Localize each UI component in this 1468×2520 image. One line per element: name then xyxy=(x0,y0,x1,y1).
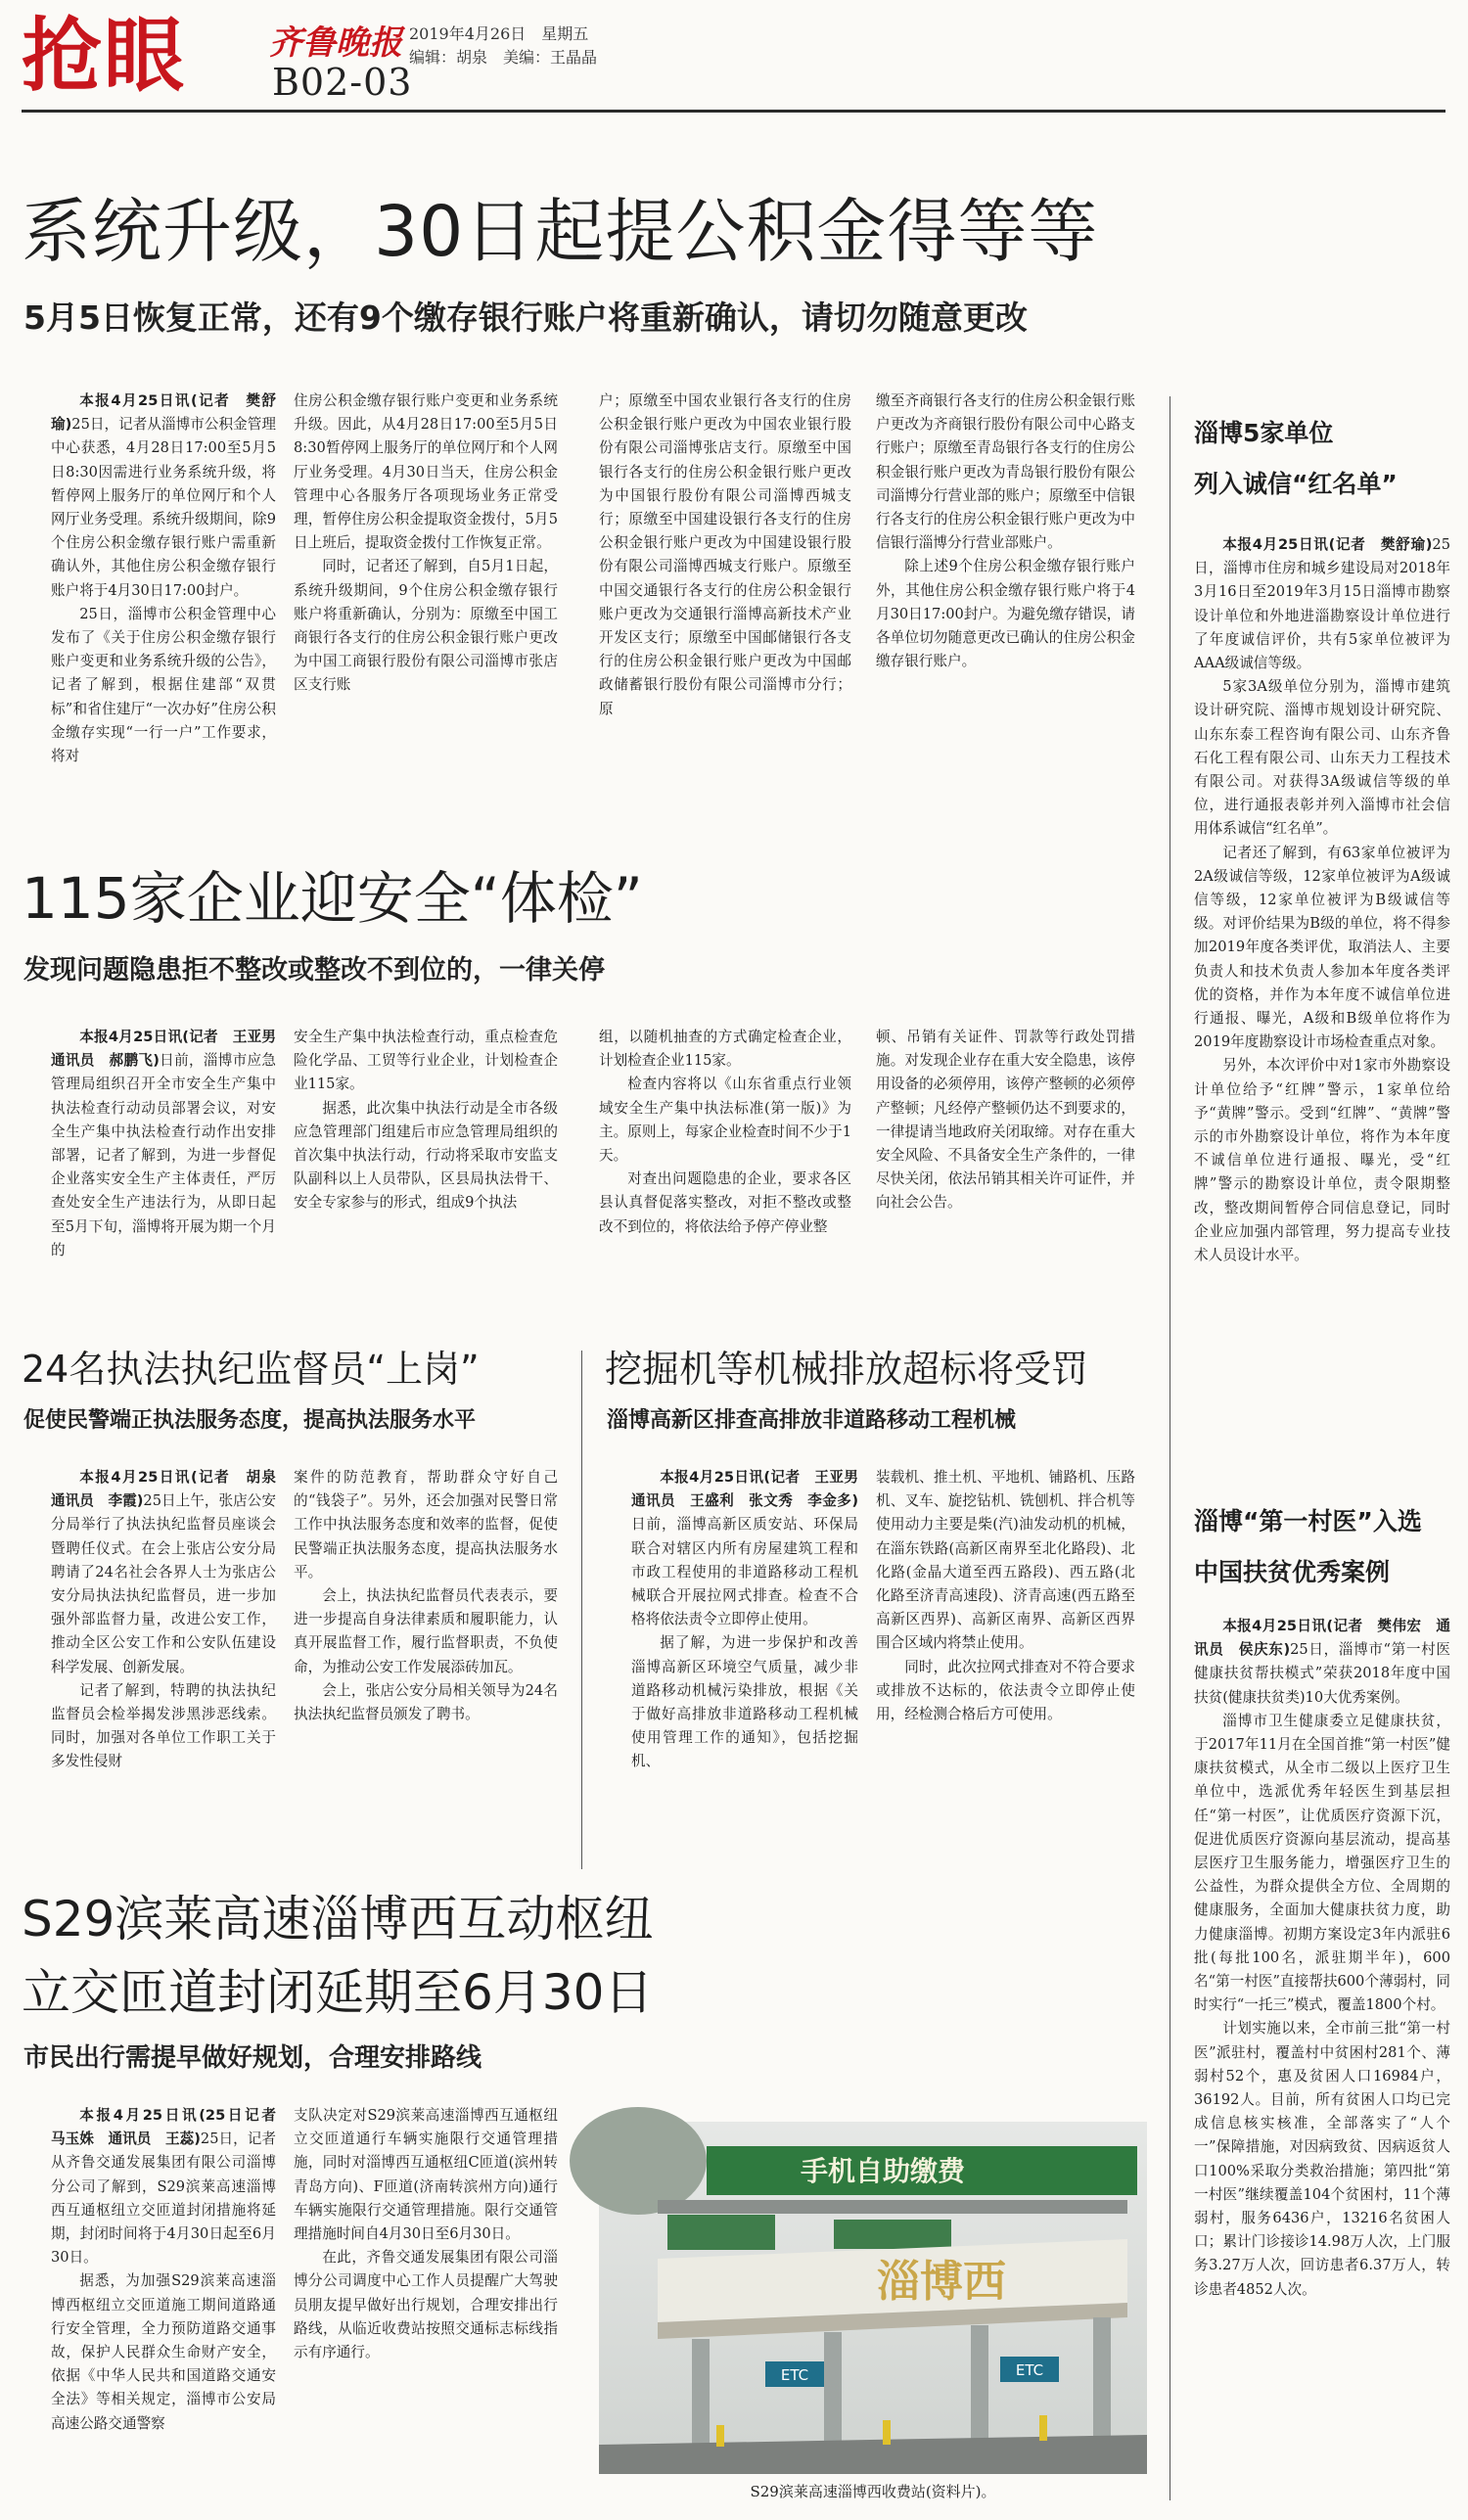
toll-station-photo xyxy=(599,2122,1147,2474)
section-title: 抢眼 xyxy=(22,10,187,103)
side1-headline-line1: 淄博5家单位 xyxy=(1194,419,1334,447)
article5-subtitle: 市民出行需提早做好规划，合理安排路线 xyxy=(23,2043,482,2073)
article2-text: 顿、吊销有关证件、罚款等行政处罚措施。对发现企业存在重大安全隐患，该停用设备的必须停用，该停产整顿的必须停产整顿；凡经停产整顿仍达不到要求的，一律提请当地政府关闭取缔。对存在重大安全风险、不具备安全生产条件的，一律尽快关闭，依法吊销其相关许可证件，并向社会公告。 xyxy=(876,1029,1135,1212)
article3-text: 记者了解到，特聘的执法执纪监督员会检举揭发涉黑涉恶线索。同时，加强对各单位工作职工关于多发性侵财 xyxy=(51,1681,276,1770)
article2-subtitle: 发现问题隐患拒不整改或整改不到位的，一律关停 xyxy=(23,955,605,985)
article1-subtitle: 5月5日恢复正常，还有9个缴存银行账户将重新确认，请切勿随意更改 xyxy=(23,298,1028,337)
article2-col-1 xyxy=(51,1026,291,1319)
article4-byline: 本报4月25日讯(记者 王亚男 通讯员 王盛利 张文秀 李金多) xyxy=(631,1469,873,1510)
article2-text: 据悉，此次集中执法行动是全市各级应急管理部门组建后市应急管理局组织的首次集中执法行动，行动将采取市安监支队副科以上人员带队，区县局执法骨干、安全专家参与的形式，组成9个执法 xyxy=(294,1099,558,1212)
article1-col-2 xyxy=(294,389,558,810)
side1-byline: 本报4月25日讯(记者 樊舒瑜) xyxy=(1222,536,1433,553)
toll-station-illustration xyxy=(599,2122,1147,2474)
paper-logo: 齐鲁晚报 xyxy=(269,23,402,63)
article3-text: 会上，张店公安分局相关领导为24名执法执纪监督员颁发了聘书。 xyxy=(294,1681,558,1723)
article1-byline: 本报4月25日讯(记者 樊舒瑜) xyxy=(51,392,276,434)
article5-headline-line2: 立交匝道封闭延期至6月30日 xyxy=(22,1964,654,2021)
side2-headline-line2: 中国扶贫优秀案例 xyxy=(1194,1558,1391,1586)
side2-headline-line1: 淄博“第一村医”入选 xyxy=(1194,1507,1422,1535)
article5-text: 在此，齐鲁交通发展集团有限公司淄博分公司调度中心工作人员提醒广大驾驶员朋友提早做好出行规划，合理安排出行路线，从临近收费站按照交通标志标线指示有序通行。 xyxy=(294,2249,558,2361)
side2-body xyxy=(1194,1615,1450,2505)
article5-text: 25日，记者从齐鲁交通发展集团有限公司淄博分公司了解到，S29滨莱高速淄博西互通枢纽立交匝道封闭措施将延期，封闭时间将于4月30日起至6月30日。 xyxy=(51,2131,276,2267)
side2-text: 25日，淄博市“第一村医健康扶贫帮扶模式”荣获2018年度中国扶贫(健康扶贫类)10大优秀案例。 xyxy=(1194,1641,1450,1706)
page-code: B02-03 xyxy=(272,61,413,104)
article1-text: 住房公积金缴存银行账户变更和业务系统升级。因此，从4月28日17:00至5月5日8:30暂停网上服务厅的单位网厅和个人网厅业务受理。4月30日当天，住房公积金管理中心各服务厅各项现场业务正常受理，暂停住房公积金提取资金拨付，5月5日上班后，提取资金拨付工作恢复正常。 xyxy=(294,392,558,552)
article4-headline: 挖掘机等机械排放超标将受罚 xyxy=(605,1348,1089,1391)
etc-lane-label: ETC xyxy=(1015,2361,1044,2379)
station-sign: 淄博西 xyxy=(877,2257,1006,2307)
article1-text: 户；原缴至中国农业银行各支行的住房公积金银行账户更改为中国农业银行股份有限公司淄博张店支行。原缴至中国银行各支行的住房公积金银行账户更改为中国银行股份有限公司淄博西城支行；原缴至中国建设银行各支行的住房公积金银行账户更改为中国建设银行股份有限公司淄博西城支行账户。原缴至中国交通银行各支行的住房公积金银行账户更改为交通银行淄博高新技术产业开发区支行；原缴至中国邮储银行各支行的住房公积金银行账户更改为中国邮政储蓄银行股份有限公司淄博市分行；原 xyxy=(599,392,851,717)
side1-text: 25日，淄博市住房和城乡建设局对2018年3月16日至2019年3月15日淄博市勘察设计单位和外地进淄勘察设计单位进行了年度诚信评价，共有5家单位被评为AAA级诚信等级。 xyxy=(1194,536,1450,672)
side1-text: 5家3A级单位分别为，淄博市建筑设计研究院、淄博市规划设计研究院、山东东泰工程咨询有限公司、山东齐鲁石化工程有限公司、山东天力工程技术有限公司。对获得3A级诚信等级的单位，进行通报表彰并列入淄博市社会信用体系诚信“红名单”。 xyxy=(1194,678,1450,838)
article2-text: 组，以随机抽查的方式确定检查企业，计划检查企业115家。 xyxy=(599,1029,851,1070)
article1-col-1 xyxy=(51,389,276,810)
article3-col-2 xyxy=(294,1466,558,1877)
article3-text: 案件的防范教育，帮助群众守好自己的“钱袋子”。另外，还会加强对民警日常工作中执法服务态度和效率的监督，促使民警端正执法服务态度，提高执法服务水平。 xyxy=(294,1469,558,1581)
side1-body xyxy=(1194,533,1450,1512)
side2-text: 淄博市卫生健康委立足健康扶贫，于2017年11月在全国首推“第一村医”健康扶贫模式，从全市二级以上医疗卫生单位中，选派优秀年轻医生到基层担任“第一村医”，让优质医疗资源下沉，促进优质医疗资源向基层流动，提高基层医疗卫生服务能力，增强医疗卫生的公益性，为群众提供全方位、全周期的健康服务，全面加大健康扶贫力度，助力健康淄博。初期方案设定3年内派驻6批(每批100名，派驻期半年)，600名“第一村医”直接帮扶600个薄弱村，同时实行“一托三”模式，覆盖1800个村。 xyxy=(1194,1712,1450,2014)
article2-text: 检查内容将以《山东省重点行业领域安全生产集中执法标准(第一版)》为主。原则上，每家企业检查时间不少于1天。 xyxy=(599,1076,851,1165)
article5-text: 支队决定对S29滨莱高速淄博西互通枢纽立交匝道通行车辆实施限行交通管理措施，同时对淄博西互通枢纽C匝道(滨州转青岛方向)、F匝道(济南转滨州方向)通行车辆实施限行交通管理措施。限行交通管理措施时间自4月30日至6月30日。 xyxy=(294,2107,558,2243)
article4-text: 装载机、推土机、平地机、铺路机、压路机、叉车、旋挖钻机、铣刨机、拌合机等使用动力主要是柴(汽)油发动机的机械，在淄东铁路(高新区南界至北化路段)、北化路(金晶大道至西五路段)、西五路(北化路至济青高速段)、济青高速(西五路至高新区西界)、高新区南界、高新区西界围合区域内将禁止使用。 xyxy=(876,1469,1135,1652)
article3-text: 会上，执法执纪监督员代表表示，要进一步提高自身法律素质和履职能力，认真开展监督工作，履行监督职责，不负使命，为推动公安工作发展添砖加瓦。 xyxy=(294,1587,558,1675)
article2-headline: 115家企业迎安全“体检” xyxy=(22,865,643,932)
article5-col-1 xyxy=(51,2104,291,2505)
article2-text: 日前，淄博市应急管理局组织召开全市安全生产集中执法检查行动动员部署会议，对安全生产集中执法检查行动作出安排部署，记者了解到，为进一步督促企业落实安全生产主体责任，严厉查处安全生产违法行为，从即日起至5月下旬，淄博将开展为期一个月的 xyxy=(51,1052,276,1259)
article2-col-4 xyxy=(876,1026,1135,1319)
side1-headline-line2: 列入诚信“红名单” xyxy=(1194,470,1398,498)
article4-col-2 xyxy=(876,1466,1135,1877)
article-divider xyxy=(581,1351,582,1869)
article1-headline: 系统升级，30日起提公积金得等等 xyxy=(22,191,1099,272)
article2-text: 对查出问题隐患的企业，要求各区县认真督促落实整改，对拒不整改或整改不到位的，将依法给予停产停业整 xyxy=(599,1170,851,1235)
article3-text: 25日上午，张店公安分局举行了执法执纪监督员座谈会暨聘任仪式。在会上张店公安分局聘请了24名社会各界人士为张店公安分局执法执纪监督员，进一步加强外部监督力量，改进公安工作，推动全区公安工作和公安队伍建设科学发展、创新发展。 xyxy=(51,1492,276,1675)
article2-text: 安全生产集中执法检查行动，重点检查危险化学品、工贸等行业企业，计划检查企业115家。 xyxy=(294,1029,558,1093)
article5-headline-line1: S29滨莱高速淄博西互动枢纽 xyxy=(22,1891,654,1947)
article3-byline: 本报4月25日讯(记者 胡泉 通讯员 李霞) xyxy=(51,1469,291,1510)
side2-byline: 本报4月25日讯(记者 樊伟宏 通讯员 侯庆东) xyxy=(1194,1618,1450,1659)
article2-col-3 xyxy=(599,1026,851,1319)
article5-col-2 xyxy=(294,2104,558,2505)
article5-text: 据悉，为加强S29滨莱高速淄博西枢纽立交匝道施工期间道路通行安全管理，全力预防道路交通事故，保护人民群众生命财产安全，依据《中华人民共和国道路交通安全法》等相关规定，淄博市公安局高速公路交通警察 xyxy=(51,2272,276,2432)
article1-text: 同时，记者还了解到，自5月1日起，系统升级期间，9个住房公积金缴存银行账户将重新确认，分别为：原缴至中国工商银行各支行的住房公积金银行账户更改为中国工商银行股份有限公司淄博市张店区支行账 xyxy=(294,558,558,694)
article1-col-4 xyxy=(876,389,1135,810)
article2-byline: 本报4月25日讯(记者 王亚男 通讯员 郝鹏飞) xyxy=(51,1029,291,1070)
banner-text: 手机自助缴费 xyxy=(800,2155,966,2187)
article4-subtitle: 淄博高新区排查高排放非道路移动工程机械 xyxy=(607,1408,1017,1433)
article2-col-2 xyxy=(294,1026,558,1319)
article1-text: 25日，记者从淄博市公积金管理中心获悉，4月28日17:00至5月5日8:30因需进行业务系统升级，将暂停网上服务厅的单位网厅和个人网厅业务受理。系统升级期间，除9个住房公积金缴存银行账户需重新确认外，其他住房公积金缴存银行账户将于4月30日17:00封户。 xyxy=(51,416,276,599)
article1-text: 25日，淄博市公积金管理中心发布了《关于住房公积金缴存银行账户变更和业务系统升级的公告》，记者了解到，根据住建部“双贯标”和省住建厅“一次办好”住房公积金缴存实现“一行一户”工作要求，将对 xyxy=(51,605,276,765)
side1-text: 另外，本次评价中对1家市外勘察设计单位给予“红牌”警示，1家单位给予“黄牌”警示。受到“红牌”、“黄牌”警示的市外勘察设计单位，将作为本年度不诚信单位进行通报、曝光，受“红牌”警示的勘察设计单位，责令限期整改，整改期间暂停合同信息登记，同时企业应加强内部管理，努力提高专业技术人员设计水平。 xyxy=(1194,1057,1450,1264)
article4-text: 据了解，为进一步保护和改善淄博高新区环境空气质量，减少非道路移动机械污染排放，根据《关于做好高排放非道路移动工程机械使用管理工作的通知》，包括挖掘机、 xyxy=(631,1634,858,1770)
etc-lane-label: ETC xyxy=(780,2366,809,2384)
side2-text: 计划实施以来，全市前三批“第一村医”派驻村，覆盖村中贫困村281个、薄弱村52个，惠及贫困人口16984户，36192人。目前，所有贫困人口均已完成信息核实核准，全部落实了“人个一”保障措施，对因病致贫、因病返贫人口100%采取分类救治措施；第四批“第一村医”继续覆盖104个贫困村，11个薄弱村，服务6436户，13216名贫困人口；累计门诊接诊14.98万人次，上门服务3.27万人次，回访患者6.37万人，转诊患者4852人次。 xyxy=(1194,2020,1450,2298)
article3-col-1 xyxy=(51,1466,291,1877)
article3-subtitle: 促使民警端正执法服务态度，提高执法服务水平 xyxy=(23,1408,477,1433)
article4-col-1 xyxy=(631,1466,873,1877)
article4-text: 日前，淄博高新区质安站、环保局联合对辖区内所有房屋建筑工程和市政工程使用的非道路移动工程机械联合开展拉网式排查。检查不合格将依法责令立即停止使用。 xyxy=(631,1516,858,1628)
article1-text: 除上述9个住房公积金缴存银行账户外，其他住房公积金缴存银行账户将于4月30日17:00封户。为避免缴存错误，请各单位切勿随意更改已确认的住房公积金缴存银行账户。 xyxy=(876,558,1135,670)
article5-byline: 本报4月25日讯(25日记者 马玉姝 通讯员 王蕊) xyxy=(51,2107,291,2148)
article3-headline: 24名执法执纪监督员“上岗” xyxy=(22,1348,480,1391)
side1-text: 记者还了解到，有63家单位被评为2A级诚信等级，12家单位被评为A级诚信等级，12家单位被评为B级诚信等级。对评价结果为B级的单位，将不得参加2019年度各类评优，取消法人、主要负责人和技术负责人参加本年度各类评优的资格，并作为本年度不诚信单位进行通报、曝光，A级和B级单位将作为2019年度勘察设计市场检查重点对象。 xyxy=(1194,844,1450,1051)
article4-text: 同时，此次拉网式排查对不符合要求或排放不达标的，依法责令立即停止使用，经检测合格后方可使用。 xyxy=(876,1658,1135,1723)
editor-credits: 编辑：胡泉 美编：王晶晶 xyxy=(409,48,598,67)
header-rule xyxy=(22,110,1445,113)
issue-date: 2019年4月26日 星期五 xyxy=(409,24,589,43)
photo-caption: S29滨莱高速淄博西收费站(资料片)。 xyxy=(750,2483,996,2500)
article1-text: 缴至齐商银行各支行的住房公积金银行账户更改为齐商银行股份有限公司中心路支行账户；原缴至青岛银行各支行的住房公积金银行账户更改为青岛银行股份有限公司淄博分行营业部的账户；原缴至中信银行各支行的住房公积金银行账户更改为中信银行淄博分行营业部账户。 xyxy=(876,392,1135,552)
article1-col-3 xyxy=(599,389,851,810)
